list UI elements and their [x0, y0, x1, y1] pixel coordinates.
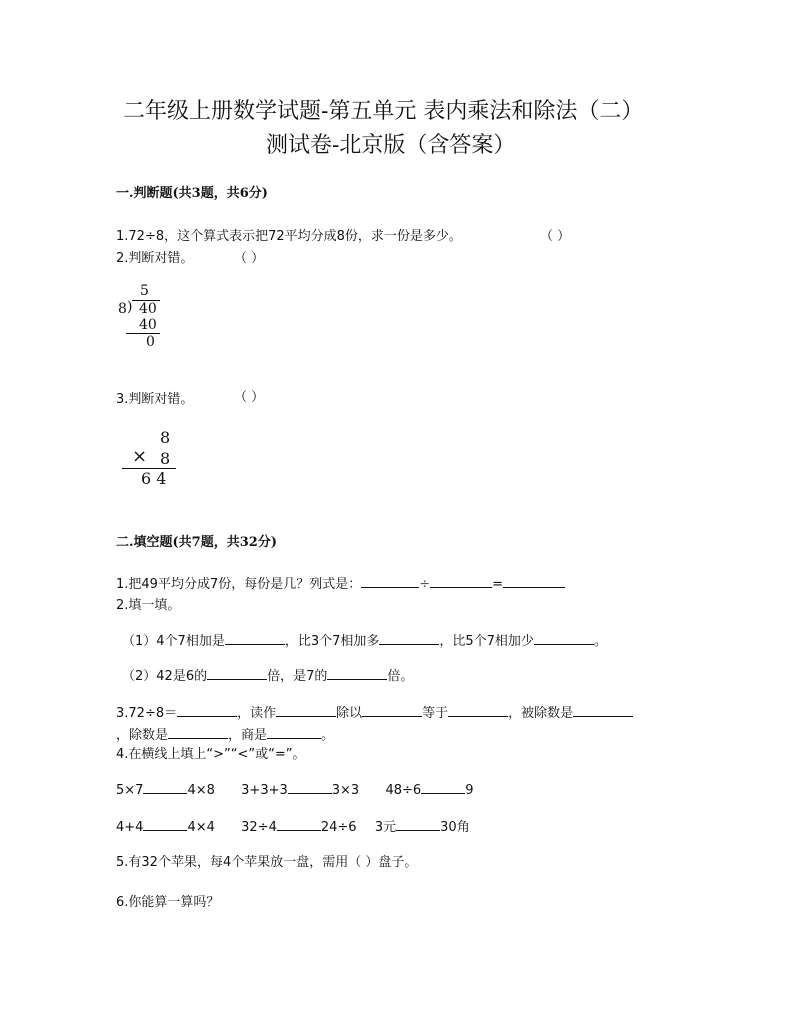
section1-heading: 一.判断题(共3题，共6分): [116, 186, 268, 201]
compare-item: 32÷4: [241, 820, 277, 835]
compare-item: 48÷6: [385, 783, 422, 798]
s2-q1-blank2[interactable]: [430, 575, 492, 588]
compare-blank[interactable]: [421, 781, 465, 794]
s2-q1-op2: =: [492, 577, 504, 592]
s2-q5-text: 5.有32个苹果，每4个苹果放一盘，需用（ ）盘子。: [116, 855, 418, 870]
s2-q2-1-a: （1）4个7相加是: [122, 634, 225, 649]
s2-q3-a: 3.72÷8＝: [116, 706, 178, 721]
compare-item: 3×3: [331, 783, 360, 798]
s1-q1-text: 1.72÷8，这个算式表示把72平均分成8份，求一份是多少。: [116, 229, 462, 244]
compare-item: 30角: [440, 820, 470, 835]
division-bracket: ): [127, 299, 133, 315]
mult-bottom: 8: [160, 449, 171, 468]
compare-item: 4+4: [116, 820, 144, 835]
compare-blank[interactable]: [396, 818, 440, 831]
compare-item: 3+3+3: [241, 783, 288, 798]
s2-q3-e: ，被除数是: [508, 706, 574, 721]
s2-q4-row2: [116, 816, 470, 835]
s1-q3-paren[interactable]: （ ）: [234, 390, 265, 405]
s2-q2-2: [122, 665, 413, 684]
division-divisor: 8: [118, 301, 127, 317]
s2-q3-b: ，读作: [237, 706, 277, 721]
s2-q2-2-blank2[interactable]: [327, 667, 387, 680]
s2-q2-text: 2.填一填。: [116, 598, 181, 613]
s2-q1-op1: ÷: [419, 577, 431, 592]
s2-q2-1: [122, 630, 607, 649]
division-dividend: 40: [139, 301, 157, 317]
s2-q4-text: 4.在横线上填上“>”“<”或“=”。: [116, 747, 306, 762]
page-title-line1: 二年级上册数学试题-第五单元 表内乘法和除法（二）: [123, 99, 644, 124]
s2-q3-h: 。: [321, 728, 335, 743]
s2-q3-blank7[interactable]: [267, 726, 321, 739]
s2-q1-text: 1.把49平均分成7份，每份是几？列式是：: [116, 577, 362, 592]
compare-item: 24÷6: [320, 820, 357, 835]
s2-q6-text: 6.你能算一算吗？: [116, 895, 220, 910]
mult-top: 8: [160, 428, 171, 447]
s2-q3-c: 除以: [336, 706, 363, 721]
compare-item: 9: [465, 783, 474, 798]
s2-q2-1-b: ，比3个7相加多: [284, 634, 380, 649]
s2-q3-g: ，商是: [228, 728, 268, 743]
s2-q2-1-blank2[interactable]: [379, 632, 439, 645]
compare-item: 4×4: [187, 820, 215, 835]
s2-q3-blank2[interactable]: [276, 704, 336, 717]
s1-q2-text: 2.判断对错。: [116, 251, 194, 266]
compare-blank[interactable]: [277, 818, 321, 831]
s2-q1-blank3[interactable]: [503, 575, 565, 588]
compare-blank[interactable]: [143, 781, 187, 794]
s2-q1: [116, 573, 565, 592]
s1-q3-text: 3.判断对错。: [116, 392, 194, 407]
compare-blank[interactable]: [288, 781, 332, 794]
s2-q3-blank6[interactable]: [168, 726, 228, 739]
s2-q3-f: ，除数是: [116, 728, 169, 743]
compare-item: 4×8: [187, 783, 215, 798]
s2-q3-line2: [116, 724, 334, 743]
s2-q3-line1: [116, 702, 633, 721]
section2-heading: 二.填空题(共7题，共32分): [116, 535, 277, 550]
division-remainder: 0: [146, 334, 155, 350]
s1-q2-paren[interactable]: （ ）: [234, 251, 265, 266]
division-quotient: 5: [140, 283, 149, 299]
s2-q3-blank5[interactable]: [573, 704, 633, 717]
mult-result: 6 4: [141, 469, 167, 488]
s2-q1-blank1[interactable]: [361, 575, 419, 588]
s2-q2-1-c: ，比5个7相加少: [439, 634, 534, 649]
s2-q2-2-blank1[interactable]: [207, 667, 267, 680]
s2-q4-row1: [116, 781, 473, 798]
s2-q3-blank1[interactable]: [177, 704, 237, 717]
compare-blank[interactable]: [143, 818, 187, 831]
s2-q3-blank3[interactable]: [362, 704, 422, 717]
s2-q2-2-a: （2）42是6的: [122, 669, 208, 684]
compare-item: 5×7: [116, 783, 144, 798]
s2-q2-1-d: 。: [593, 634, 607, 649]
s2-q3-d: 等于: [422, 706, 449, 721]
s2-q2-1-blank1[interactable]: [225, 632, 285, 645]
s1-q1-paren[interactable]: （ ）: [540, 229, 571, 244]
s2-q3-blank4[interactable]: [448, 704, 508, 717]
s2-q2-1-blank3[interactable]: [534, 632, 594, 645]
s2-q2-2-b: 倍，是7的: [267, 669, 328, 684]
division-product: 40: [139, 317, 157, 333]
page-title-line2: 测试卷-北京版（含答案）: [266, 133, 516, 158]
s2-q2-2-c: 倍。: [387, 669, 414, 684]
mult-sign: ×: [132, 446, 148, 467]
compare-item: 3元: [374, 820, 397, 835]
